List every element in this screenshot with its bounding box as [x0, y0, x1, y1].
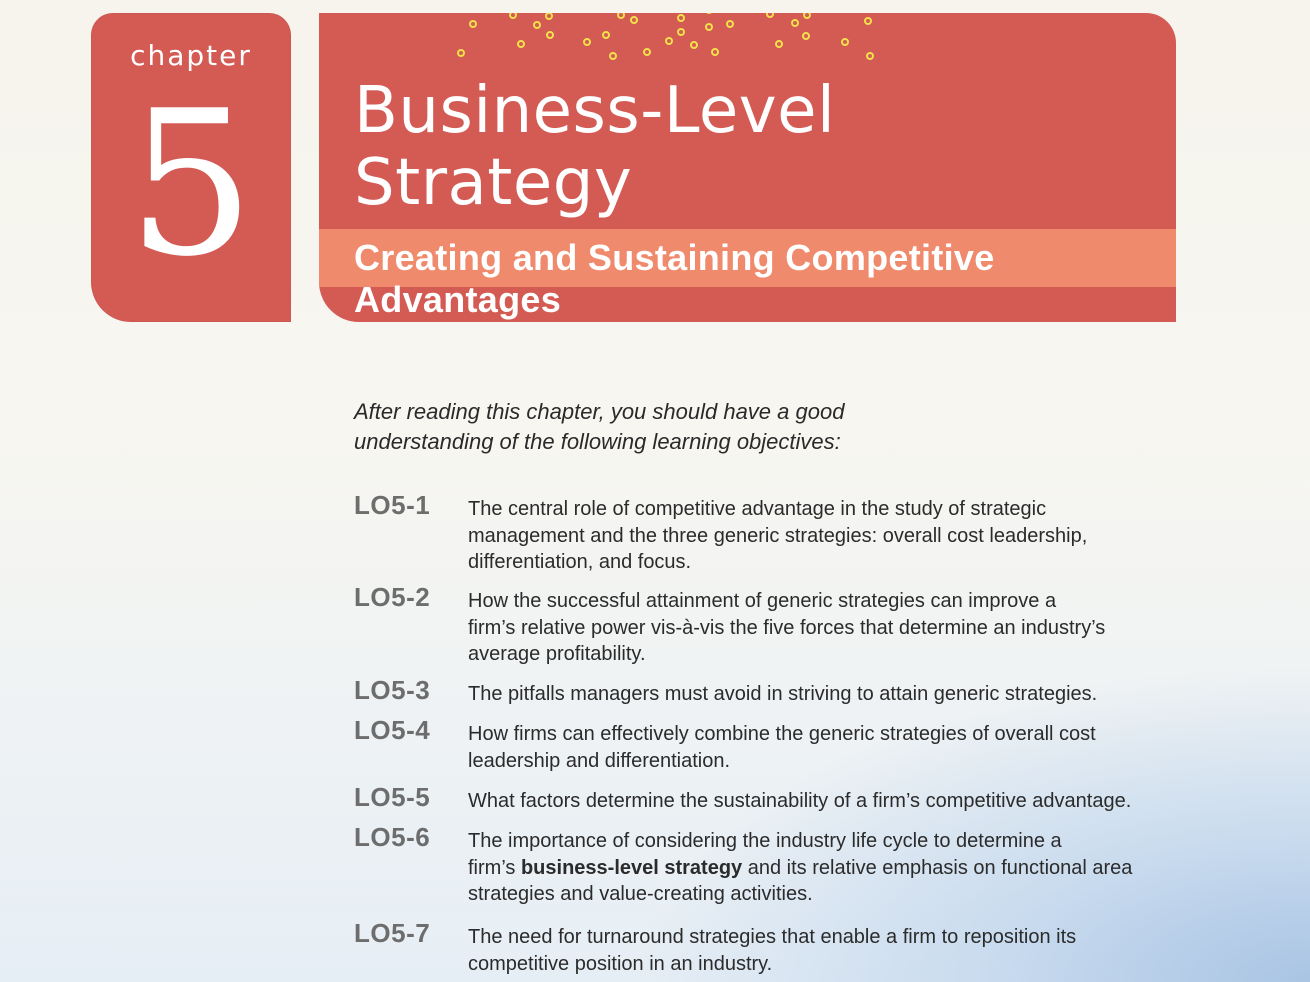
objective-line: The need for turnaround strategies that enable a firm to reposition its [468, 926, 1077, 948]
chapter-title [354, 75, 835, 219]
chapter-tab [91, 13, 291, 322]
objective-line: strategies and value-creating activities. [468, 883, 813, 905]
objective-label: LO5-2 [354, 582, 431, 612]
chapter-subtitle: Creating and Sustaining Competitive Advantages [354, 237, 995, 320]
objective-text [468, 588, 1182, 668]
key-term: business-level strategy [520, 856, 743, 879]
objective-line: competitive position in an industry. [468, 952, 773, 975]
objective-line: What factors determine the sustainability of a firm’s competitive advantage. [468, 790, 1132, 812]
intro-line-2: understanding of the following learning objectives: [354, 429, 841, 454]
objective-text [468, 681, 1182, 708]
objective-label: LO5-5 [354, 782, 431, 812]
chapter-number: 5 [127, 68, 255, 301]
intro-line-1: After reading this chapter, you should have a good [354, 399, 845, 424]
objective-line: The pitfalls managers must avoid in striving to attain generic strategies. [468, 683, 1098, 705]
chapter-title-line-1: Business-Level [354, 74, 836, 148]
objective-line: differentiation, and focus. [468, 551, 692, 573]
objective-line-end: and its relative emphasis on functional area [742, 856, 1133, 879]
objective-line: How firms can effectively combine the generic strategies of overall cost [468, 723, 1096, 745]
objectives-intro [354, 397, 914, 457]
objective-text [468, 496, 1182, 576]
subtitle-bar [319, 229, 1176, 320]
objective-label: LO5-4 [354, 715, 431, 745]
objective-line: leadership and differentiation. [468, 749, 731, 772]
objective-label: LO5-6 [354, 822, 431, 852]
objective-label: LO5-3 [354, 675, 431, 705]
objective-line: management and the three generic strategies: overall cost leadership, [468, 524, 1088, 547]
objective-line: The importance of considering the industry life cycle to determine a [468, 830, 1062, 852]
objective-line: firm’s relative power vis-à-vis the five forces that determine an industry’s [468, 616, 1106, 639]
decorative-dots-icon [319, 13, 1176, 73]
objective-text [468, 788, 1182, 815]
objective-text [468, 828, 1182, 908]
objective-line: average profitability. [468, 643, 646, 665]
objective-label: LO5-7 [354, 918, 431, 948]
objective-line-start: firm’s [468, 856, 521, 879]
chapter-label: chapter [130, 39, 252, 72]
objective-line: The central role of competitive advantage in the study of strategic [468, 498, 1047, 520]
chapter-title-line-2: Strategy [354, 146, 633, 220]
objective-text [468, 721, 1182, 774]
objective-line: How the successful attainment of generic strategies can improve a [468, 590, 1057, 612]
objective-label: LO5-1 [354, 490, 431, 520]
title-banner [319, 13, 1176, 322]
objective-text [468, 924, 1182, 977]
